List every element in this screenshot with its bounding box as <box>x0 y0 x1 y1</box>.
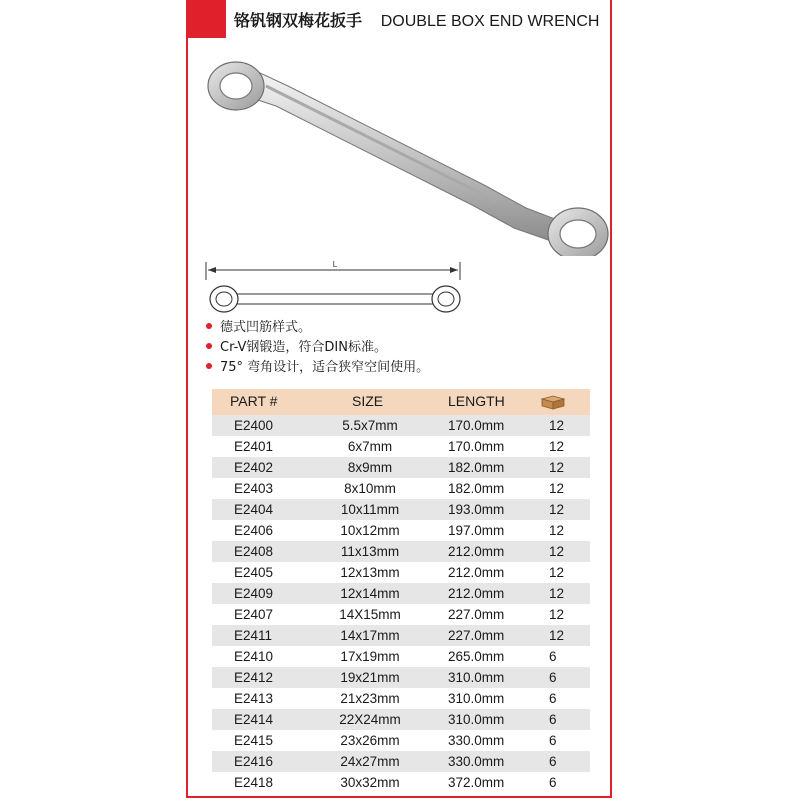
table-row <box>212 688 590 709</box>
table-row <box>212 520 590 541</box>
length-dimension-diagram <box>204 258 474 318</box>
table-row <box>212 709 590 730</box>
header-length: LENGTH <box>448 393 505 409</box>
cell-size: 10x12mm <box>340 523 400 538</box>
cell-size: 5.5x7mm <box>342 418 398 433</box>
bullet-icon <box>206 363 212 369</box>
header-part: PART # <box>230 393 278 409</box>
cell-qty: 6 <box>549 670 557 685</box>
feature-item: 75° 弯角设计，适合狭窄空间使用。 <box>206 358 429 378</box>
cell-length: 227.0mm <box>448 628 505 643</box>
cell-qty: 12 <box>549 565 565 580</box>
cell-part: E2411 <box>234 628 273 643</box>
cell-part: E2416 <box>234 754 274 769</box>
cell-qty: 12 <box>549 439 565 454</box>
table-row <box>212 457 590 478</box>
cell-length: 193.0mm <box>448 502 505 517</box>
cell-part: E2405 <box>234 565 274 580</box>
cell-part: E2407 <box>234 607 274 622</box>
cell-size: 12x14mm <box>340 586 400 601</box>
table-row <box>212 772 590 793</box>
cell-qty: 6 <box>549 649 557 664</box>
cell-size: 19x21mm <box>340 670 400 685</box>
red-accent-block <box>186 0 226 38</box>
cell-part: E2414 <box>234 712 274 727</box>
cell-qty: 12 <box>549 586 565 601</box>
cell-length: 182.0mm <box>448 460 505 475</box>
cell-part: E2410 <box>234 649 274 664</box>
cell-size: 10x11mm <box>340 502 400 517</box>
table-row <box>212 625 590 646</box>
table-row <box>212 541 590 562</box>
cell-qty: 6 <box>549 691 557 706</box>
table-row <box>212 646 590 667</box>
cell-size: 24x27mm <box>340 754 400 769</box>
cell-qty: 6 <box>549 775 557 790</box>
cell-length: 310.0mm <box>448 670 505 685</box>
bullet-icon <box>206 343 212 349</box>
cell-size: 23x26mm <box>340 733 400 748</box>
table-row <box>212 604 590 625</box>
cell-qty: 6 <box>549 712 557 727</box>
table-row <box>212 751 590 772</box>
wrench-product-image <box>196 56 616 256</box>
cell-part: E2406 <box>234 523 274 538</box>
cell-length: 197.0mm <box>448 523 505 538</box>
header-size: SIZE <box>352 393 384 409</box>
cell-size: 17x19mm <box>340 649 400 664</box>
cell-size: 14X15mm <box>339 607 401 622</box>
table-row <box>212 667 590 688</box>
table-row <box>212 583 590 604</box>
cell-qty: 6 <box>549 733 557 748</box>
cell-length: 265.0mm <box>448 649 505 664</box>
table-row <box>212 562 590 583</box>
cell-part: E2409 <box>234 586 274 601</box>
feature-item: Cr-V钢锻造，符合DIN标准。 <box>206 338 429 358</box>
cell-part: E2415 <box>234 733 274 748</box>
cell-length: 212.0mm <box>448 586 505 601</box>
cell-length: 212.0mm <box>448 565 505 580</box>
cell-qty: 6 <box>549 754 557 769</box>
cell-length: 212.0mm <box>448 544 505 559</box>
cell-length: 170.0mm <box>448 418 505 433</box>
cell-part: E2403 <box>234 481 274 496</box>
table-row <box>212 415 590 436</box>
feature-item: 德式凹筋样式。 <box>206 318 429 338</box>
table-header <box>212 389 590 415</box>
title-english: DOUBLE BOX END WRENCH <box>380 13 600 30</box>
cell-qty: 12 <box>549 502 565 517</box>
cell-size: 12x13mm <box>340 565 400 580</box>
cell-part: E2413 <box>234 691 274 706</box>
table-row <box>212 436 590 457</box>
cell-qty: 12 <box>549 628 565 643</box>
cell-qty: 12 <box>549 607 565 622</box>
cell-length: 330.0mm <box>448 733 505 748</box>
table-row <box>212 730 590 751</box>
page-title <box>234 8 599 31</box>
cell-size: 8x10mm <box>344 481 396 496</box>
cell-size: 6x7mm <box>347 439 393 454</box>
title-chinese: 铬钒钢双梅花扳手 <box>234 11 363 30</box>
table-body <box>212 415 590 793</box>
cell-size: 21x23mm <box>340 691 400 706</box>
feature-list <box>206 318 429 378</box>
cell-part: E2408 <box>234 544 274 559</box>
cell-qty: 12 <box>549 544 565 559</box>
cell-qty: 12 <box>549 460 565 475</box>
cell-length: 330.0mm <box>448 754 505 769</box>
cell-qty: 12 <box>549 523 565 538</box>
cell-size: 8x9mm <box>347 460 393 475</box>
carton-box-icon <box>540 394 566 410</box>
cell-size: 14x17mm <box>340 628 400 643</box>
cell-part: E2412 <box>234 670 274 685</box>
cell-qty: 12 <box>549 418 565 433</box>
table-row <box>212 478 590 499</box>
cell-length: 227.0mm <box>448 607 505 622</box>
bullet-icon <box>206 323 212 329</box>
cell-part: E2418 <box>234 775 274 790</box>
cell-size: 30x32mm <box>340 775 400 790</box>
cell-length: 310.0mm <box>448 691 505 706</box>
dimension-label: L <box>332 260 338 269</box>
cell-size: 22X24mm <box>339 712 401 727</box>
cell-length: 310.0mm <box>448 712 505 727</box>
cell-length: 170.0mm <box>448 439 505 454</box>
spec-table <box>212 389 590 793</box>
cell-qty: 12 <box>549 481 565 496</box>
cell-length: 182.0mm <box>448 481 505 496</box>
cell-length: 372.0mm <box>448 775 505 790</box>
table-row <box>212 499 590 520</box>
cell-part: E2404 <box>234 502 274 517</box>
cell-part: E2401 <box>234 439 274 454</box>
cell-size: 11x13mm <box>340 544 400 559</box>
cell-part: E2400 <box>234 418 274 433</box>
cell-part: E2402 <box>234 460 274 475</box>
